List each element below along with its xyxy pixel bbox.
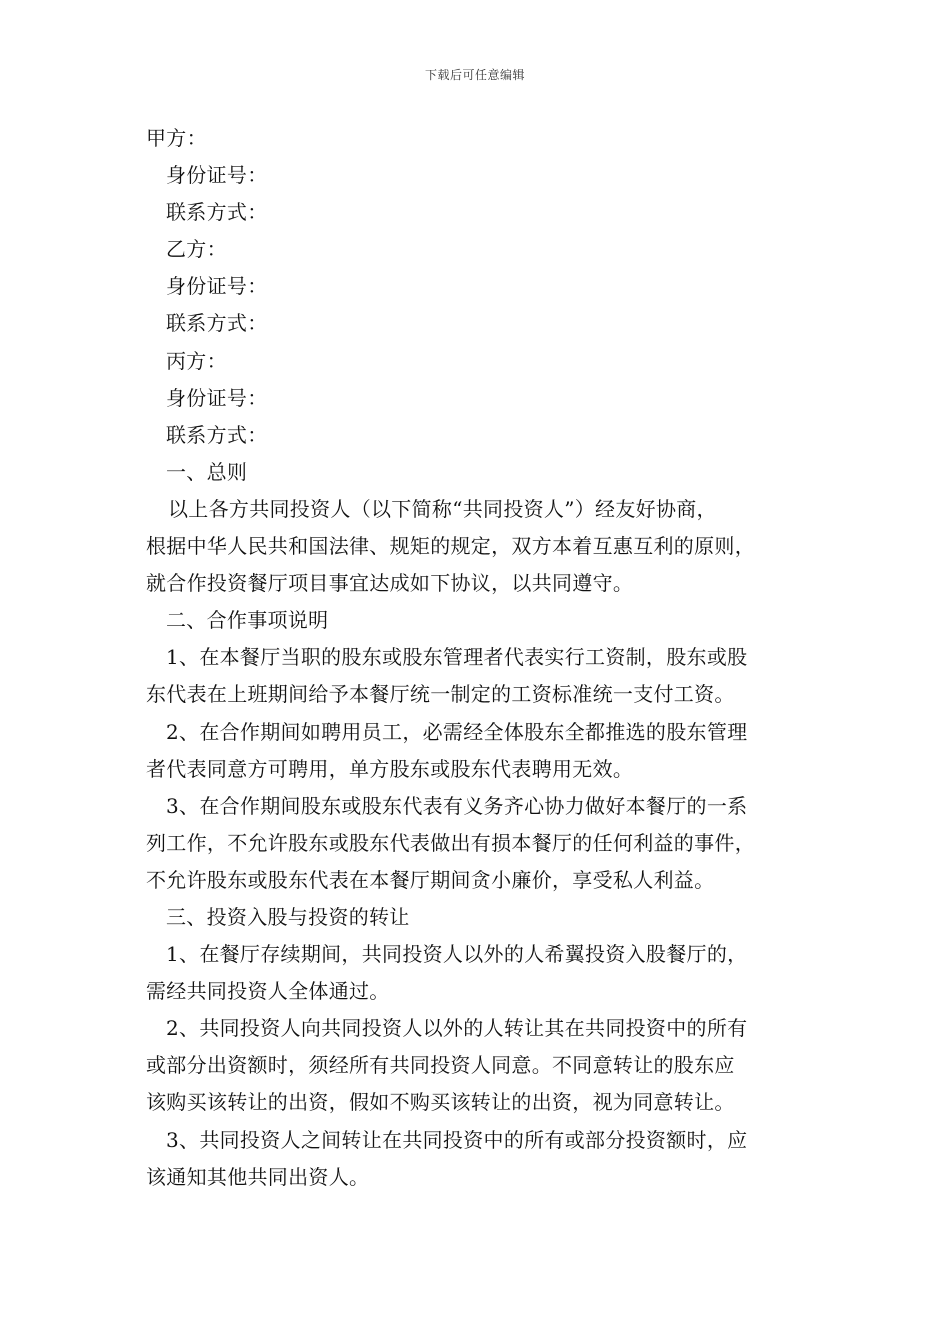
paragraph-line: 者代表同意方可聘用，单方股东或股东代表聘用无效。 — [146, 756, 634, 781]
paragraph-line: 根据中华人民共和国法律、规矩的规定，双方本着互惠互利的原则， — [146, 534, 755, 559]
section-heading-general: 一、总则 — [166, 459, 248, 484]
section-heading-cooperation: 二、合作事项说明 — [166, 608, 329, 633]
party-a-contact-label: 联系方式： — [166, 200, 268, 225]
party-a-label: 甲方： — [146, 126, 207, 150]
paragraph-line: 1、在餐厅存续期间，共同投资人以外的人希翼投资入股餐厅的， — [166, 942, 748, 967]
paragraph-line: 东代表在上班期间给予本餐厅统一制定的工资标准统一支付工资。 — [146, 682, 735, 707]
paragraph-line: 就合作投资餐厅项目事宜达成如下协议，以共同遵守。 — [146, 571, 634, 596]
party-a-id-label: 身份证号： — [166, 163, 268, 188]
party-b-id-label: 身份证号： — [166, 274, 268, 299]
paragraph-line: 该通知其他共同出资人。 — [146, 1164, 370, 1189]
paragraph-line: 2、共同投资人向共同投资人以外的人转让其在共同投资中的所有 — [166, 1016, 748, 1041]
paragraph-line: 或部分出资额时，须经所有共同投资人同意。不同意转让的股东应 — [146, 1053, 735, 1078]
party-c-contact-label: 联系方式： — [166, 422, 268, 447]
paragraph-line: 3、共同投资人之间转让在共同投资中的所有或部分投资额时，应 — [166, 1127, 748, 1152]
paragraph-line: 以上各方共同投资人（以下简称“共同投资人”）经友好协商， — [168, 496, 717, 521]
section-heading-transfer: 三、投资入股与投资的转让 — [166, 904, 410, 929]
paragraph-line: 该购买该转让的出资，假如不购买该转让的出资，视为同意转让。 — [146, 1090, 735, 1115]
paragraph-line: 3、在合作期间股东或股东代表有义务齐心协力做好本餐厅的一系 — [166, 793, 748, 818]
party-b-label: 乙方： — [166, 237, 227, 262]
document-body — [146, 120, 826, 1196]
page-header: 下载后可任意编辑 — [424, 68, 525, 82]
party-c-label: 丙方： — [166, 348, 227, 373]
paragraph-line: 列工作，不允许股东或股东代表做出有损本餐厅的任何利益的事件， — [146, 830, 755, 855]
paragraph-line: 需经共同投资人全体通过。 — [146, 979, 390, 1004]
party-c-id-label: 身份证号： — [166, 385, 268, 410]
paragraph-line: 2、在合作期间如聘用员工，必需经全体股东全都推选的股东管理 — [166, 719, 748, 744]
party-b-contact-label: 联系方式： — [166, 311, 268, 336]
paragraph-line: 不允许股东或股东代表在本餐厅期间贪小廉价，享受私人利益。 — [146, 867, 715, 892]
paragraph-line: 1、在本餐厅当职的股东或股东管理者代表实行工资制，股东或股 — [166, 645, 748, 670]
